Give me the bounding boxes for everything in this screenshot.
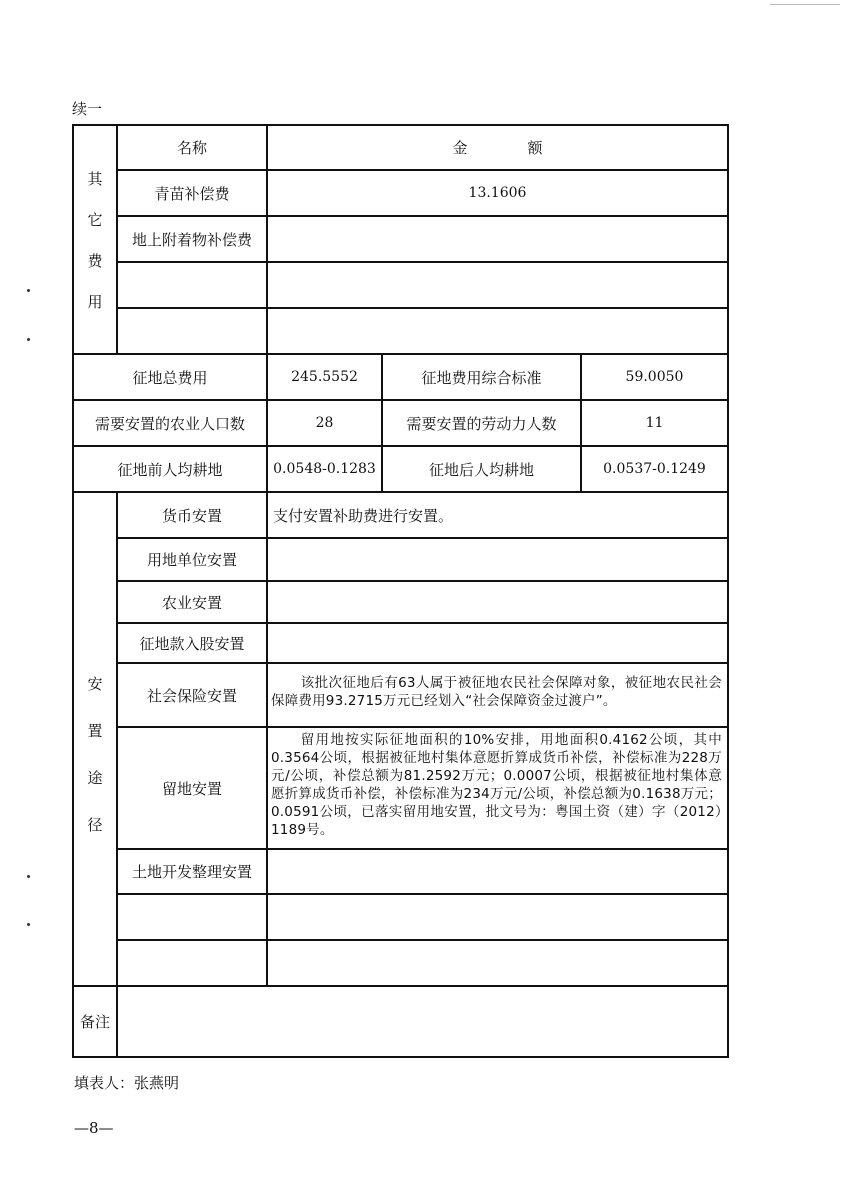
scan-mark — [27, 923, 30, 926]
summary-label: 需要安置的劳动力人数 — [406, 414, 557, 433]
resettlement-name: 征地款入股安置 — [139, 634, 245, 653]
fee-amount: 13.1606 — [468, 185, 527, 201]
social-insurance-text: 该批次征地后有63人属于被征地农民社会保障对象，被征地农民社会保障费用93.2715万元已经划入“社会保障资金过渡户”。 — [271, 675, 722, 709]
scan-mark — [27, 338, 30, 341]
table-border-right — [727, 124, 729, 1058]
resettlement-content — [268, 895, 727, 939]
table-border-bottom — [72, 1056, 729, 1058]
resettlement-name: 社会保险安置 — [146, 686, 237, 705]
fee-amount — [268, 263, 727, 307]
resettlement-content — [271, 674, 722, 710]
resettlement-content — [268, 582, 727, 622]
page-number: —8— — [74, 1119, 114, 1137]
fee-name — [118, 309, 266, 353]
remarks-content — [118, 987, 727, 1056]
resettlement-content — [271, 731, 722, 839]
resettlement-name — [118, 895, 266, 939]
section-char: 其 — [87, 169, 103, 188]
resettlement-name: 用地单位安置 — [146, 551, 237, 569]
summary-value: 0.0537-0.1249 — [603, 461, 706, 477]
remarks-label: 备注 — [79, 1013, 110, 1031]
header-amount: 金 额 — [452, 139, 543, 157]
summary-label: 征地总费用 — [132, 368, 208, 387]
reserved-land-text: 留用地按实际征地面积的10%安排，用地面积0.4162公顷，其中0.3564公顷，根据被征地村集体意愿折算成货币补偿，补偿标准为228万元/公顷，补偿总额为81.2592万元；0.0007公顷，根据被征地村集体意愿折算成货币补偿，补偿标准为234万元/公顷，补偿总额为0.1638万元；0.0591公顷，已落实留用地安置，批文号为：粤国土资（建）字（2012）1189号。 — [271, 732, 722, 838]
summary-label: 征地费用综合标准 — [421, 368, 542, 387]
resettlement-content: 支付安置补助费进行安置。 — [273, 506, 454, 525]
fee-amount — [268, 309, 727, 353]
summary-label: 需要安置的农业人口数 — [94, 414, 245, 433]
resettlement-name: 留地安置 — [161, 779, 222, 798]
section-char: 它 — [87, 210, 103, 229]
resettlement-content — [268, 941, 727, 985]
header-name: 名称 — [176, 139, 207, 157]
resettlement-name: 土地开发整理安置 — [131, 863, 252, 881]
section-char: 费 — [87, 251, 103, 270]
summary-value: 28 — [315, 415, 334, 431]
resettlement-name: 货币安置 — [161, 506, 222, 525]
summary-value: 11 — [645, 415, 664, 431]
section-char: 径 — [87, 816, 103, 834]
resettlement-name — [118, 941, 266, 985]
scan-mark — [27, 289, 30, 292]
other-fees-section-label — [74, 126, 116, 353]
summary-label: 征地后人均耕地 — [428, 460, 534, 479]
resettlement-content — [268, 539, 727, 580]
scan-mark — [27, 875, 30, 878]
resettlement-content — [268, 850, 727, 893]
fee-name — [118, 263, 266, 307]
section-char: 安 — [87, 675, 103, 693]
filler-label: 填表人：张燕明 — [74, 1074, 180, 1092]
summary-label: 征地前人均耕地 — [117, 460, 223, 479]
resettlement-name: 农业安置 — [161, 593, 222, 612]
fee-name: 地上附着物补偿费 — [131, 230, 252, 249]
section-char: 用 — [87, 292, 103, 311]
continuation-label: 续一 — [72, 100, 103, 118]
resettlement-content — [268, 624, 727, 662]
scan-edge-line — [770, 4, 840, 5]
fee-amount — [268, 217, 727, 261]
summary-value: 245.5552 — [291, 369, 358, 385]
summary-value: 59.0050 — [625, 369, 684, 385]
summary-value: 0.0548-0.1283 — [273, 461, 376, 477]
resettlement-section-label — [74, 493, 116, 985]
section-char: 途 — [87, 769, 103, 787]
section-char: 置 — [87, 722, 103, 740]
fee-name: 青苗补偿费 — [154, 184, 230, 203]
